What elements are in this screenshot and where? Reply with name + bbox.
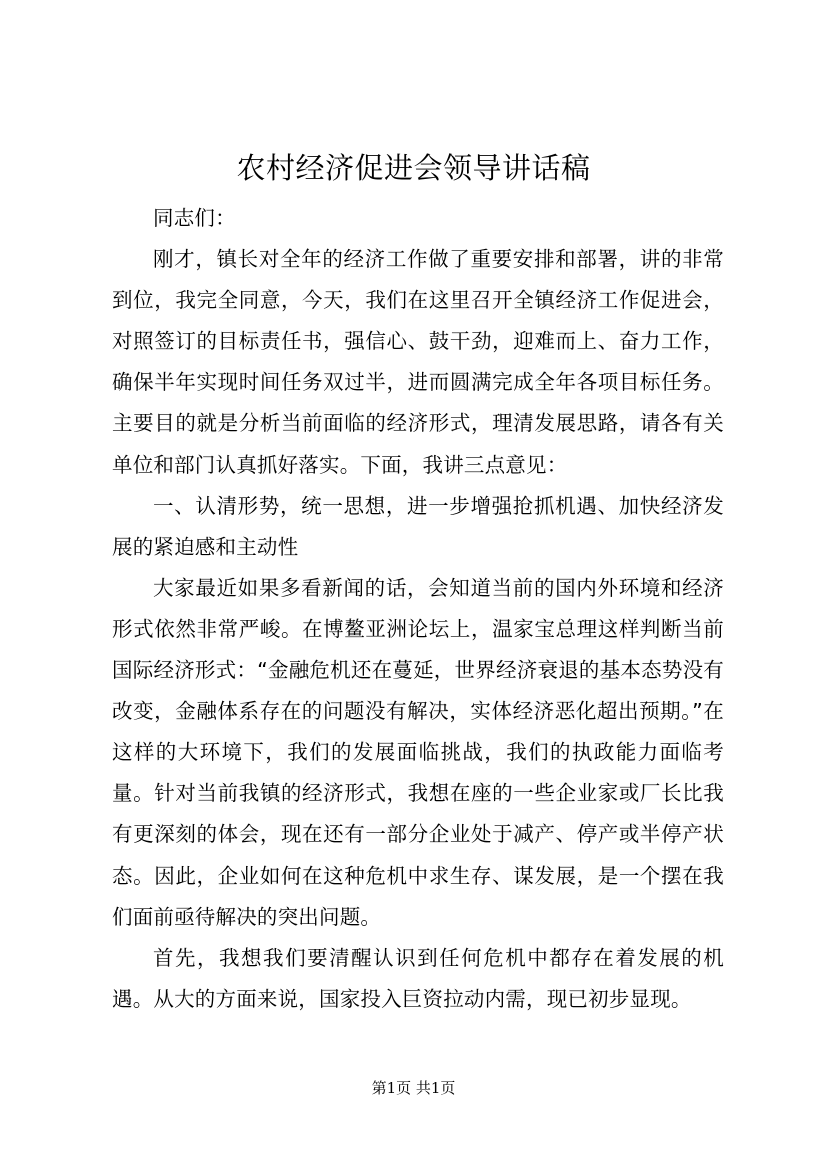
document-title: 农村经济促进会领导讲话稿 [236, 151, 591, 185]
body-paragraph: 刚才，镇长对全年的经济工作做了重要安排和部署，讲的非常到位，我完全同意，今天，我们在这里召开全镇经济工作促进会，对照签订的目标责任书，强信心、鼓干劲，迎难而上、奋力工作，确保半年实现时间任务双过半，进而圆满完成全年各项目标任务。主要目的就是分析当前面临的经济形式，理清发展思路，请各有关单位和部门认真抓好落实。下面，我讲三点意见： [112, 247, 724, 477]
document-body [112, 198, 724, 1020]
page-number-footer: 第1页 共1页 [371, 1079, 456, 1097]
section-heading: 一、认清形势，统一思想，进一步增强抢抓机遇、加快经济发展的紧迫感和主动性 [112, 493, 724, 559]
body-paragraph: 首先，我想我们要清醒认识到任何危机中都存在着发展的机遇。从大的方面来说，国家投入巨资拉动内需，现已初步显现。 [112, 945, 724, 1011]
body-paragraph: 大家最近如果多看新闻的话，会知道当前的国内外环境和经济形式依然非常严峻。在博鳌亚洲论坛上，温家宝总理这样判断当前国际经济形式：“金融危机还在蔓延，世界经济衰退的基本态势没有改变，金融体系存在的问题没有解决，实体经济恶化超出预期。”在这样的大环境下，我们的发展面临挑战，我们的执政能力面临考量。针对当前我镇的经济形式，我想在座的一些企业家或厂长比我有更深刻的体会，现在还有一部分企业处于减产、停产或半停产状态。因此，企业如何在这种危机中求生存、谋发展，是一个摆在我们面前亟待解决的突出问题。 [112, 575, 724, 929]
greeting-paragraph: 同志们： [153, 206, 236, 230]
